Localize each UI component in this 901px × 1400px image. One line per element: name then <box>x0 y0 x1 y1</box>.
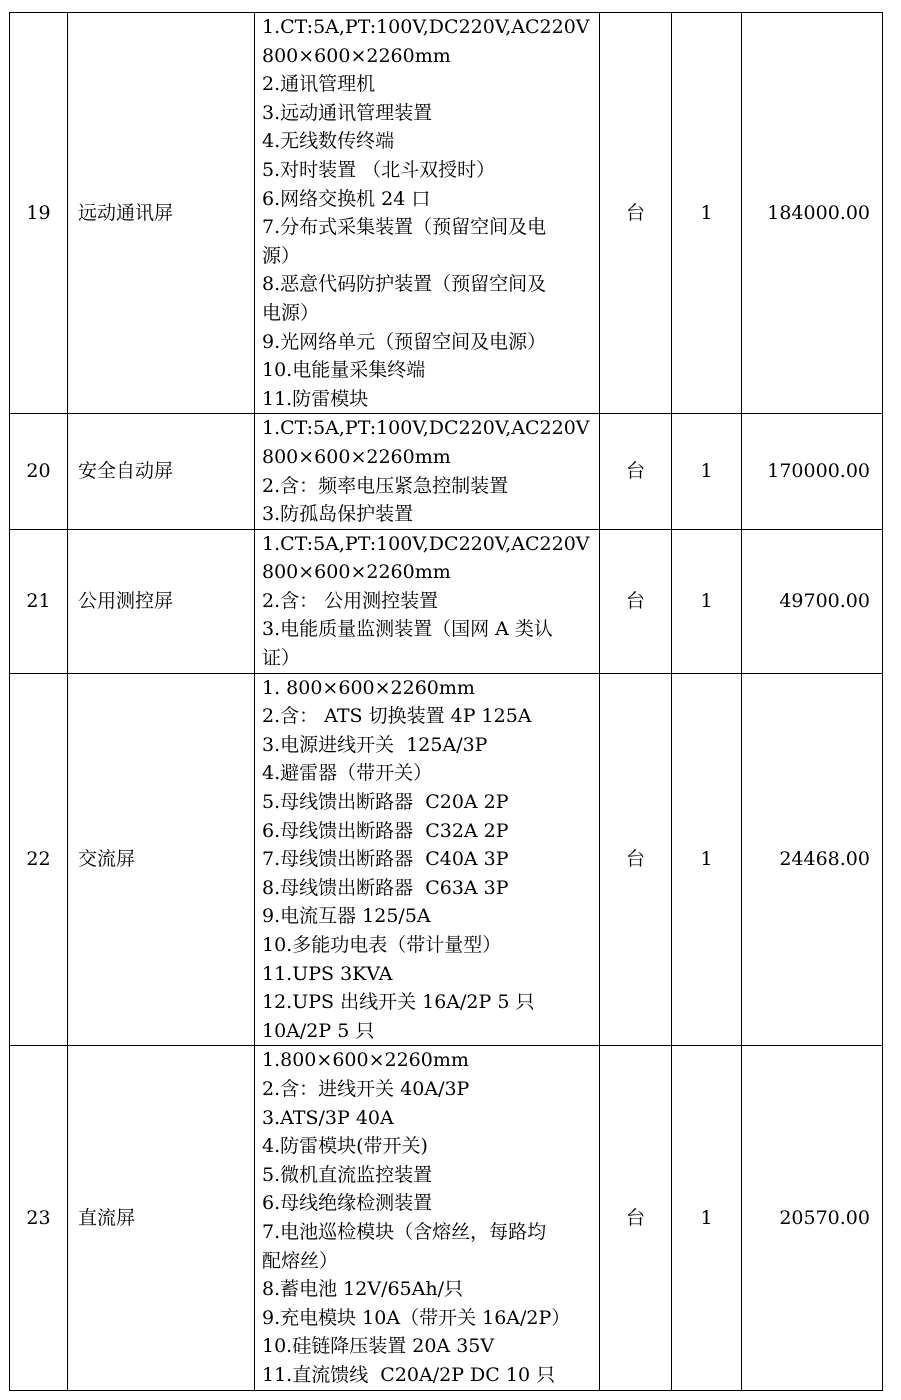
spec-lines <box>262 414 595 528</box>
spec-line: 源） <box>262 244 301 267</box>
equipment-table <box>9 12 883 1391</box>
spec-line: 2.含： 公用测控装置 <box>262 589 439 612</box>
item-name: 公用测控屏 <box>68 529 255 673</box>
item-price: 170000.00 <box>742 414 883 529</box>
spec-line: 7.电池巡检模块（含熔丝，每路均 <box>262 1220 547 1243</box>
item-quantity: 1 <box>672 414 742 529</box>
spec-line: 9.光网络单元（预留空间及电源） <box>262 330 547 353</box>
spec-line: 11.防雷模块 <box>262 387 369 410</box>
spec-lines <box>262 674 595 1046</box>
spec-line: 8.恶意代码防护装置（预留空间及 <box>262 273 547 296</box>
spec-line: 4.避雷器（带开关） <box>262 762 433 785</box>
spec-line: 2.通讯管理机 <box>262 73 376 96</box>
item-spec <box>255 529 600 673</box>
item-unit: 台 <box>600 414 672 529</box>
spec-line: 9.电流互器 125/5A <box>262 905 431 928</box>
spec-line: 5.母线馈出断路器 C20A 2P <box>262 791 509 814</box>
spec-line: 4.无线数传终端 <box>262 130 395 153</box>
spec-line: 3.防孤岛保护装置 <box>262 503 414 526</box>
item-unit: 台 <box>600 673 672 1046</box>
spec-line: 4.防雷模块(带开关) <box>262 1135 428 1158</box>
item-price: 24468.00 <box>742 673 883 1046</box>
spec-line: 10.多能功电表（带计量型） <box>262 934 502 957</box>
spec-line: 10.电能量采集终端 <box>262 359 426 382</box>
spec-line: 3.远动通讯管理装置 <box>262 101 433 124</box>
spec-lines <box>262 13 595 413</box>
item-number: 20 <box>10 414 68 529</box>
spec-line: 配熔丝） <box>262 1249 339 1272</box>
spec-line: 2.含：进线开关 40A/3P <box>262 1078 470 1100</box>
item-name: 安全自动屏 <box>68 414 255 529</box>
spec-line: 7.分布式采集装置（预留空间及电 <box>262 216 547 239</box>
item-number: 21 <box>10 529 68 673</box>
spec-line: 10.硅链降压装置 20A 35V <box>262 1335 495 1358</box>
equipment-table-body <box>10 13 883 1391</box>
item-unit: 台 <box>600 1046 672 1390</box>
table-row <box>10 529 883 673</box>
item-price: 184000.00 <box>742 13 883 414</box>
spec-line: 7.母线馈出断路器 C40A 3P <box>262 848 509 871</box>
spec-line: 2.含： ATS 切换装置 4P 125A <box>262 705 532 728</box>
spec-line: 9.充电模块 10A（带开关 16A/2P） <box>262 1306 571 1329</box>
spec-line: 5.对时装置 （北斗双授时） <box>262 158 496 181</box>
spec-line: 11.UPS 3KVA <box>262 962 393 985</box>
spec-line: 800×600×2260mm <box>262 561 451 584</box>
spec-line: 6.母线绝缘检测装置 <box>262 1192 433 1215</box>
item-quantity: 1 <box>672 1046 742 1390</box>
spec-line: 3.电能质量监测装置（国网 A 类认 <box>262 618 553 641</box>
item-price: 20570.00 <box>742 1046 883 1390</box>
spec-line: 6.网络交换机 24 口 <box>262 187 431 210</box>
item-spec <box>255 13 600 414</box>
spec-line: 1.800×600×2260mm <box>262 1049 469 1072</box>
item-quantity: 1 <box>672 673 742 1046</box>
item-name: 交流屏 <box>68 673 255 1046</box>
item-number: 19 <box>10 13 68 414</box>
item-number: 22 <box>10 673 68 1046</box>
spec-line: 800×600×2260mm <box>262 445 451 468</box>
item-spec <box>255 673 600 1046</box>
spec-line: 电源） <box>262 301 320 324</box>
table-row <box>10 673 883 1046</box>
table-row <box>10 13 883 414</box>
spec-line: 1.CT:5A,PT:100V,DC220V,AC220V <box>262 16 590 38</box>
item-quantity: 1 <box>672 529 742 673</box>
item-number: 23 <box>10 1046 68 1390</box>
spec-line: 1.CT:5A,PT:100V,DC220V,AC220V <box>262 532 590 555</box>
spec-line: 3.电源进线开关 125A/3P <box>262 733 488 756</box>
item-name: 远动通讯屏 <box>68 13 255 414</box>
item-spec <box>255 1046 600 1390</box>
spec-line: 1.CT:5A,PT:100V,DC220V,AC220V <box>262 417 590 440</box>
spec-line: 6.母线馈出断路器 C32A 2P <box>262 819 509 842</box>
item-unit: 台 <box>600 13 672 414</box>
spec-line: 8.蓄电池 12V/65Ah/只 <box>262 1278 464 1301</box>
item-price: 49700.00 <box>742 529 883 673</box>
spec-line: 2.含：频率电压紧急控制装置 <box>262 474 509 497</box>
spec-line: 8.母线馈出断路器 C63A 3P <box>262 876 509 899</box>
table-row <box>10 414 883 529</box>
spec-line: 11.直流馈线 C20A/2P DC 10 只 <box>262 1363 556 1386</box>
spec-line: 3.ATS/3P 40A <box>262 1106 394 1129</box>
spec-line: 证） <box>262 647 301 670</box>
spec-line: 12.UPS 出线开关 16A/2P 5 只 <box>262 991 535 1014</box>
item-quantity: 1 <box>672 13 742 414</box>
spec-line: 1. 800×600×2260mm <box>262 676 475 699</box>
spec-line: 800×600×2260mm <box>262 44 451 67</box>
item-spec <box>255 414 600 529</box>
spec-lines <box>262 1046 595 1389</box>
spec-line: 5.微机直流监控装置 <box>262 1163 433 1186</box>
item-name: 直流屏 <box>68 1046 255 1390</box>
table-row <box>10 1046 883 1390</box>
item-unit: 台 <box>600 529 672 673</box>
spec-lines <box>262 530 595 673</box>
spec-line: 10A/2P 5 只 <box>262 1019 375 1042</box>
